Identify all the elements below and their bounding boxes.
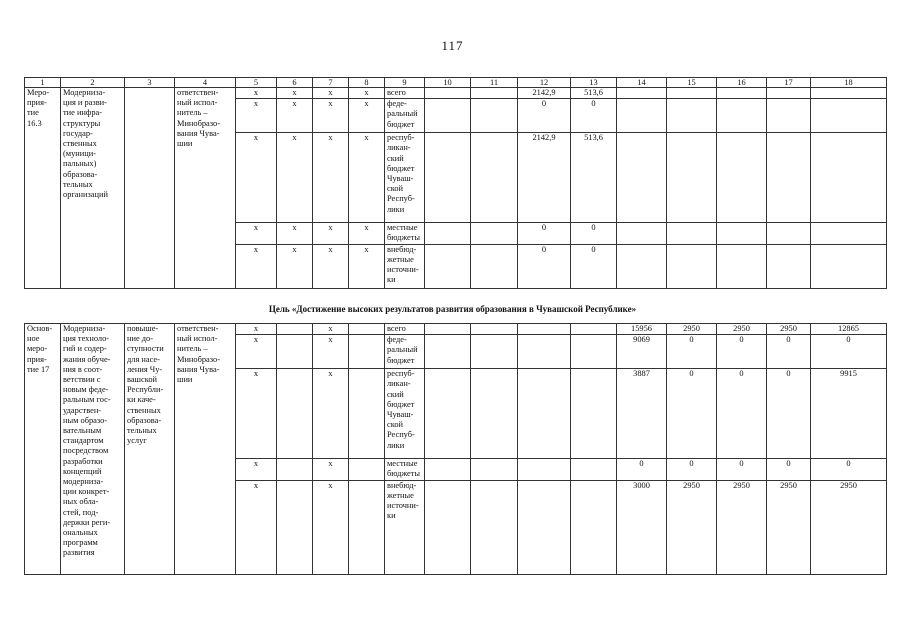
value-cell: 0: [571, 244, 617, 288]
funding-source-cell: респуб- ликан- ский бюджет Чуваш- ской Респуб- лики: [385, 369, 425, 459]
value-cell: 2950: [667, 324, 717, 335]
value-cell: x: [236, 244, 277, 288]
value-cell: [349, 459, 385, 480]
column-header: 4: [175, 78, 236, 88]
value-cell: [767, 99, 811, 133]
column-header: 12: [518, 78, 571, 88]
value-cell: [811, 99, 887, 133]
value-cell: [471, 99, 518, 133]
value-cell: [571, 324, 617, 335]
value-cell: x: [349, 133, 385, 223]
value-cell: 2950: [667, 480, 717, 574]
column-header: 15: [667, 78, 717, 88]
value-cell: [518, 324, 571, 335]
value-cell: [811, 223, 887, 244]
value-cell: [767, 88, 811, 99]
main-measure-17-table: [24, 323, 887, 575]
value-cell: x: [313, 223, 349, 244]
value-cell: [811, 88, 887, 99]
value-cell: [617, 244, 667, 288]
value-cell: 2950: [767, 480, 811, 574]
value-cell: x: [313, 335, 349, 369]
value-cell: 0: [667, 459, 717, 480]
value-cell: 0: [811, 335, 887, 369]
value-cell: [277, 369, 313, 459]
value-cell: [617, 99, 667, 133]
value-cell: [717, 88, 767, 99]
value-cell: x: [313, 369, 349, 459]
value-cell: [571, 369, 617, 459]
value-cell: [425, 480, 471, 574]
value-cell: 0: [667, 335, 717, 369]
value-cell: 0: [767, 459, 811, 480]
value-cell: [349, 324, 385, 335]
column-header: 14: [617, 78, 667, 88]
value-cell: [471, 459, 518, 480]
value-cell: x: [313, 133, 349, 223]
value-cell: 0: [518, 244, 571, 288]
table-row: [25, 88, 887, 99]
funding-source-cell: респуб- ликан- ский бюджет Чуваш- ской Респуб- лики: [385, 133, 425, 223]
executor-cell: ответствен- ный испол- нитель – Минобразо- вания Чува- шии: [175, 88, 236, 289]
value-cell: [767, 244, 811, 288]
value-cell: 2142,9: [518, 133, 571, 223]
value-cell: 3887: [617, 369, 667, 459]
value-cell: x: [236, 133, 277, 223]
value-cell: [518, 480, 571, 574]
funding-source-cell: феде- ральный бюджет: [385, 99, 425, 133]
value-cell: 2950: [717, 480, 767, 574]
value-cell: [425, 244, 471, 288]
executor-cell: ответствен- ный испол- нитель – Минобразо- вания Чува- шии: [175, 324, 236, 575]
value-cell: [717, 244, 767, 288]
value-cell: 0: [717, 335, 767, 369]
column-header: 5: [236, 78, 277, 88]
value-cell: [767, 133, 811, 223]
value-cell: 513,6: [571, 133, 617, 223]
value-cell: [571, 459, 617, 480]
value-cell: [277, 324, 313, 335]
value-cell: x: [236, 480, 277, 574]
column-header: 9: [385, 78, 425, 88]
value-cell: x: [236, 88, 277, 99]
value-cell: x: [236, 99, 277, 133]
value-cell: x: [236, 324, 277, 335]
value-cell: [425, 133, 471, 223]
value-cell: x: [236, 223, 277, 244]
value-cell: [425, 99, 471, 133]
value-cell: 15956: [617, 324, 667, 335]
value-cell: [811, 244, 887, 288]
value-cell: [471, 480, 518, 574]
value-cell: [518, 459, 571, 480]
activity-name-cell: Модерниза- ция техноло- гий и содер- жания обуче- ния в соот- ветствии с новым феде- ральным гос- ударствен- ным образо- вательным стандартом посредством разработки концепций модерниза- ции конкрет- ных обла- стей, под- держки реги- ональных программ развития: [61, 324, 125, 575]
value-cell: x: [277, 244, 313, 288]
value-cell: [767, 223, 811, 244]
value-cell: [425, 223, 471, 244]
value-cell: 12865: [811, 324, 887, 335]
value-cell: [349, 369, 385, 459]
column-header: 11: [471, 78, 518, 88]
table-row: [25, 324, 887, 335]
goal-title: Цель «Достижение высоких результатов развития образования в Чувашской Республике»: [268, 304, 637, 314]
value-cell: 0: [767, 335, 811, 369]
goal-cell: [125, 88, 175, 289]
measure-16-3-table: [24, 87, 887, 289]
value-cell: x: [236, 335, 277, 369]
value-cell: 9069: [617, 335, 667, 369]
value-cell: [617, 133, 667, 223]
value-cell: [617, 223, 667, 244]
value-cell: 2950: [767, 324, 811, 335]
column-header: 3: [125, 78, 175, 88]
value-cell: 0: [518, 223, 571, 244]
value-cell: 2950: [717, 324, 767, 335]
value-cell: x: [277, 223, 313, 244]
column-header: 1: [25, 78, 61, 88]
value-cell: [425, 459, 471, 480]
value-cell: [471, 133, 518, 223]
value-cell: [667, 244, 717, 288]
value-cell: x: [313, 99, 349, 133]
column-header: 17: [767, 78, 811, 88]
value-cell: x: [236, 459, 277, 480]
funding-source-cell: местные бюджеты: [385, 459, 425, 480]
page-number: 117: [441, 38, 464, 53]
value-cell: x: [349, 223, 385, 244]
value-cell: x: [313, 88, 349, 99]
value-cell: [667, 133, 717, 223]
value-cell: [425, 88, 471, 99]
column-header: 10: [425, 78, 471, 88]
column-header: 16: [717, 78, 767, 88]
value-cell: x: [349, 88, 385, 99]
value-cell: [717, 223, 767, 244]
value-cell: [425, 369, 471, 459]
value-cell: [349, 480, 385, 574]
value-cell: [349, 335, 385, 369]
column-header: 8: [349, 78, 385, 88]
value-cell: 9915: [811, 369, 887, 459]
value-cell: 0: [667, 369, 717, 459]
value-cell: [471, 88, 518, 99]
activity-code-cell: Меро- прия- тие 16.3: [25, 88, 61, 289]
value-cell: [425, 324, 471, 335]
funding-source-cell: всего: [385, 324, 425, 335]
value-cell: [471, 244, 518, 288]
value-cell: [811, 133, 887, 223]
funding-source-cell: внебюд- жетные источни- ки: [385, 480, 425, 574]
value-cell: [667, 223, 717, 244]
activity-name-cell: Модерниза- ция и разви- тие инфра- структуры государ- ственных (муници- пальных) образова- тельных организаций: [61, 88, 125, 289]
value-cell: [277, 335, 313, 369]
value-cell: 0: [617, 459, 667, 480]
goal-cell: повыше- ние до- ступности для насе- ления Чу- вашской Республи- ки каче- ственных образова- тельных услуг: [125, 324, 175, 575]
value-cell: x: [313, 324, 349, 335]
value-cell: 0: [571, 99, 617, 133]
value-cell: 0: [717, 459, 767, 480]
column-header: 7: [313, 78, 349, 88]
value-cell: 2142,9: [518, 88, 571, 99]
value-cell: 3000: [617, 480, 667, 574]
value-cell: [571, 335, 617, 369]
value-cell: x: [277, 133, 313, 223]
value-cell: x: [313, 480, 349, 574]
funding-source-cell: внебюд- жетные источни- ки: [385, 244, 425, 288]
value-cell: [277, 459, 313, 480]
value-cell: x: [277, 99, 313, 133]
value-cell: 513,6: [571, 88, 617, 99]
value-cell: [518, 335, 571, 369]
value-cell: [717, 99, 767, 133]
value-cell: x: [313, 244, 349, 288]
value-cell: [571, 480, 617, 574]
value-cell: 0: [518, 99, 571, 133]
funding-source-cell: всего: [385, 88, 425, 99]
value-cell: x: [349, 244, 385, 288]
value-cell: [425, 335, 471, 369]
value-cell: [471, 335, 518, 369]
value-cell: [277, 480, 313, 574]
value-cell: 0: [571, 223, 617, 244]
value-cell: [617, 88, 667, 99]
value-cell: [717, 133, 767, 223]
value-cell: x: [277, 88, 313, 99]
column-header: 13: [571, 78, 617, 88]
column-header: 2: [61, 78, 125, 88]
value-cell: 0: [767, 369, 811, 459]
column-header: 6: [277, 78, 313, 88]
value-cell: [471, 324, 518, 335]
value-cell: [471, 223, 518, 244]
activity-code-cell: Основ- ное меро- прия- тие 17: [25, 324, 61, 575]
value-cell: 0: [811, 459, 887, 480]
funding-source-cell: местные бюджеты: [385, 223, 425, 244]
value-cell: x: [313, 459, 349, 480]
value-cell: [667, 99, 717, 133]
value-cell: [518, 369, 571, 459]
value-cell: x: [349, 99, 385, 133]
value-cell: 0: [717, 369, 767, 459]
value-cell: 2950: [811, 480, 887, 574]
value-cell: x: [236, 369, 277, 459]
value-cell: [667, 88, 717, 99]
value-cell: [471, 369, 518, 459]
column-header: 18: [811, 78, 887, 88]
funding-source-cell: феде- ральный бюджет: [385, 335, 425, 369]
